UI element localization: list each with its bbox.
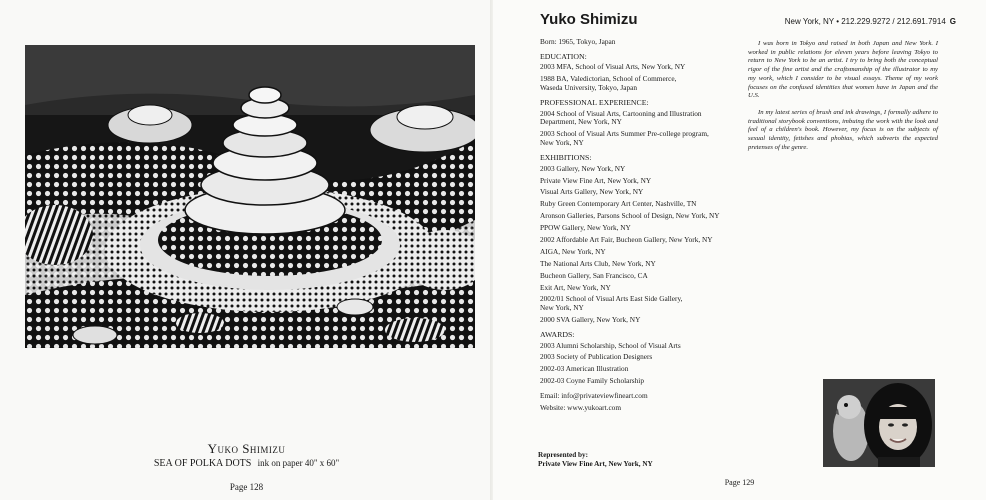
cv-entry: [540, 248, 745, 257]
artwork-illustration: [25, 45, 475, 348]
cv-entry: [540, 130, 745, 148]
cv-entry-line: 2003 Society of Publication Designers: [540, 352, 653, 362]
statement-paragraph: In my latest series of brush and ink drawings, I formally adhere to traditional storybook conventions, imbuing the work with the look and feel of a children's book. However, my focus is on the subjects of sexual identity, fetishes and phobias, which subverts the expected pretenses of the genre.: [748, 108, 938, 151]
statement-paragraph: I was born in Tokyo and raised in both Japan and New York. I worked in public relations for eleven years before leaving Tokyo to return to New York to be an artist. I try to bring both the conceptual rigor of the fine artist and the craftsmanship of the illustrator to my my work, which I consider to be visual essays. Theme of my work focuses on the confused identities that women have in Japan and the U.S.: [748, 40, 938, 100]
cv-entry: [540, 177, 745, 186]
cv-entry-line: 2003 MFA, School of Visual Arts, New York, NY: [540, 62, 686, 72]
cv-entry-line: Department, New York, NY: [540, 117, 622, 127]
cv-entry: [540, 353, 745, 362]
cv-entry-line: Visual Arts Gallery, New York, NY: [540, 187, 644, 197]
cv-entry: [540, 284, 745, 293]
cv-entry: [540, 342, 745, 351]
represented-by: [538, 451, 653, 469]
cv-entry-line: 2000 SVA Gallery, New York, NY: [540, 315, 641, 325]
cv-entry-line: AIGA, New York, NY: [540, 246, 606, 256]
cv-entry-line: 2002/01 School of Visual Arts East Side Gallery,: [540, 294, 683, 304]
cv-entry-line: 2002 Affordable Art Fair, Bucheon Gallery, New York, NY: [540, 234, 713, 244]
cv-entry: [540, 377, 745, 386]
cv-entry: [540, 63, 745, 72]
artwork-details: ink on paper 40" x 60": [257, 458, 340, 468]
cv-sections: [540, 52, 745, 386]
cv-entry-line: Bucheon Gallery, San Francisco, CA: [540, 270, 648, 280]
cv-entry-line: The National Arts Club, New York, NY: [540, 258, 656, 268]
cv-entry-line: 2002-03 American Illustration: [540, 364, 629, 374]
contact-mark: G: [949, 17, 956, 26]
cv-section-heading: EDUCATION:: [540, 51, 587, 61]
cv-entry: [540, 110, 745, 128]
cv-entry-line: New York, NY: [540, 303, 584, 313]
cv-entry-line: 2003 Alumni Scholarship, School of Visual Arts: [540, 340, 681, 350]
artist-statement: [748, 40, 938, 160]
cv-section-heading: PROFESSIONAL EXPERIENCE:: [540, 98, 649, 108]
cv-entry-line: Ruby Green Contemporary Art Center, Nashville, TN: [540, 199, 697, 209]
artist-photo: [823, 379, 935, 467]
cv-entry-line: Aronson Galleries, Parsons School of Design, New York, NY: [540, 211, 720, 221]
cv-entry-line: Exit Art, New York, NY: [540, 282, 611, 292]
artwork-caption: [0, 458, 493, 469]
website-line: Website: www.yukoart.com: [540, 403, 622, 413]
cv-entry: [540, 75, 745, 93]
right-page: [493, 0, 986, 500]
page-number-right: Page 129: [724, 478, 755, 487]
cv-entry-line: 1988 BA, Valedictorian, School of Commerce,: [540, 74, 677, 84]
cv-section-heading: EXHIBITIONS:: [540, 153, 592, 163]
artist-cv: [540, 38, 745, 413]
cv-entry: [540, 188, 745, 197]
cv-entry: [540, 295, 745, 313]
represented-label: Represented by:: [538, 451, 588, 459]
cv-entry: [540, 272, 745, 281]
cv-entry: [540, 165, 745, 174]
cv-entry-line: 2002-03 Coyne Family Scholarship: [540, 376, 644, 386]
cv-entry-line: 2004 School of Visual Arts, Cartooning and Illustration: [540, 108, 702, 118]
cv-entry: [540, 212, 745, 221]
cv-entry: [540, 224, 745, 233]
cv-entry-line: 2003 School of Visual Arts Summer Pre-college program,: [540, 129, 709, 139]
represented-gallery: Private View Fine Art, New York, NY: [538, 460, 653, 468]
contact-lines: [540, 392, 745, 413]
born-info: Born: 1965, Tokyo, Japan: [540, 37, 616, 46]
cv-entry-line: Private View Fine Art, New York, NY: [540, 175, 652, 185]
cv-entry: [540, 236, 745, 245]
cv-section-heading: AWARDS:: [540, 330, 575, 340]
artist-contact: [785, 17, 956, 26]
contact-phone: New York, NY • 212.229.9272 / 212.691.7914: [784, 17, 946, 26]
artwork-sea-of-polka-dots: [25, 45, 475, 348]
email-line: Email: info@privateviewfineart.com: [540, 391, 648, 401]
cv-entry-line: 2003 Gallery, New York, NY: [540, 163, 626, 173]
cv-entry-line: Waseda University, Tokyo, Japan: [540, 83, 637, 93]
artist-with-parrot-photo: [823, 379, 935, 467]
cv-entry: [540, 260, 745, 269]
artist-name-caption: Yuko Shimizu: [207, 441, 286, 456]
artist-name-heading: Yuko Shimizu: [540, 11, 638, 28]
cv-entry: [540, 200, 745, 209]
page-number-left: Page 128: [229, 482, 264, 492]
cv-entry: [540, 316, 745, 325]
cv-entry: [540, 365, 745, 374]
cv-entry-line: PPOW Gallery, New York, NY: [540, 223, 631, 233]
cv-entry-line: New York, NY: [540, 138, 584, 148]
artwork-title: SEA OF POLKA DOTS: [153, 458, 252, 469]
